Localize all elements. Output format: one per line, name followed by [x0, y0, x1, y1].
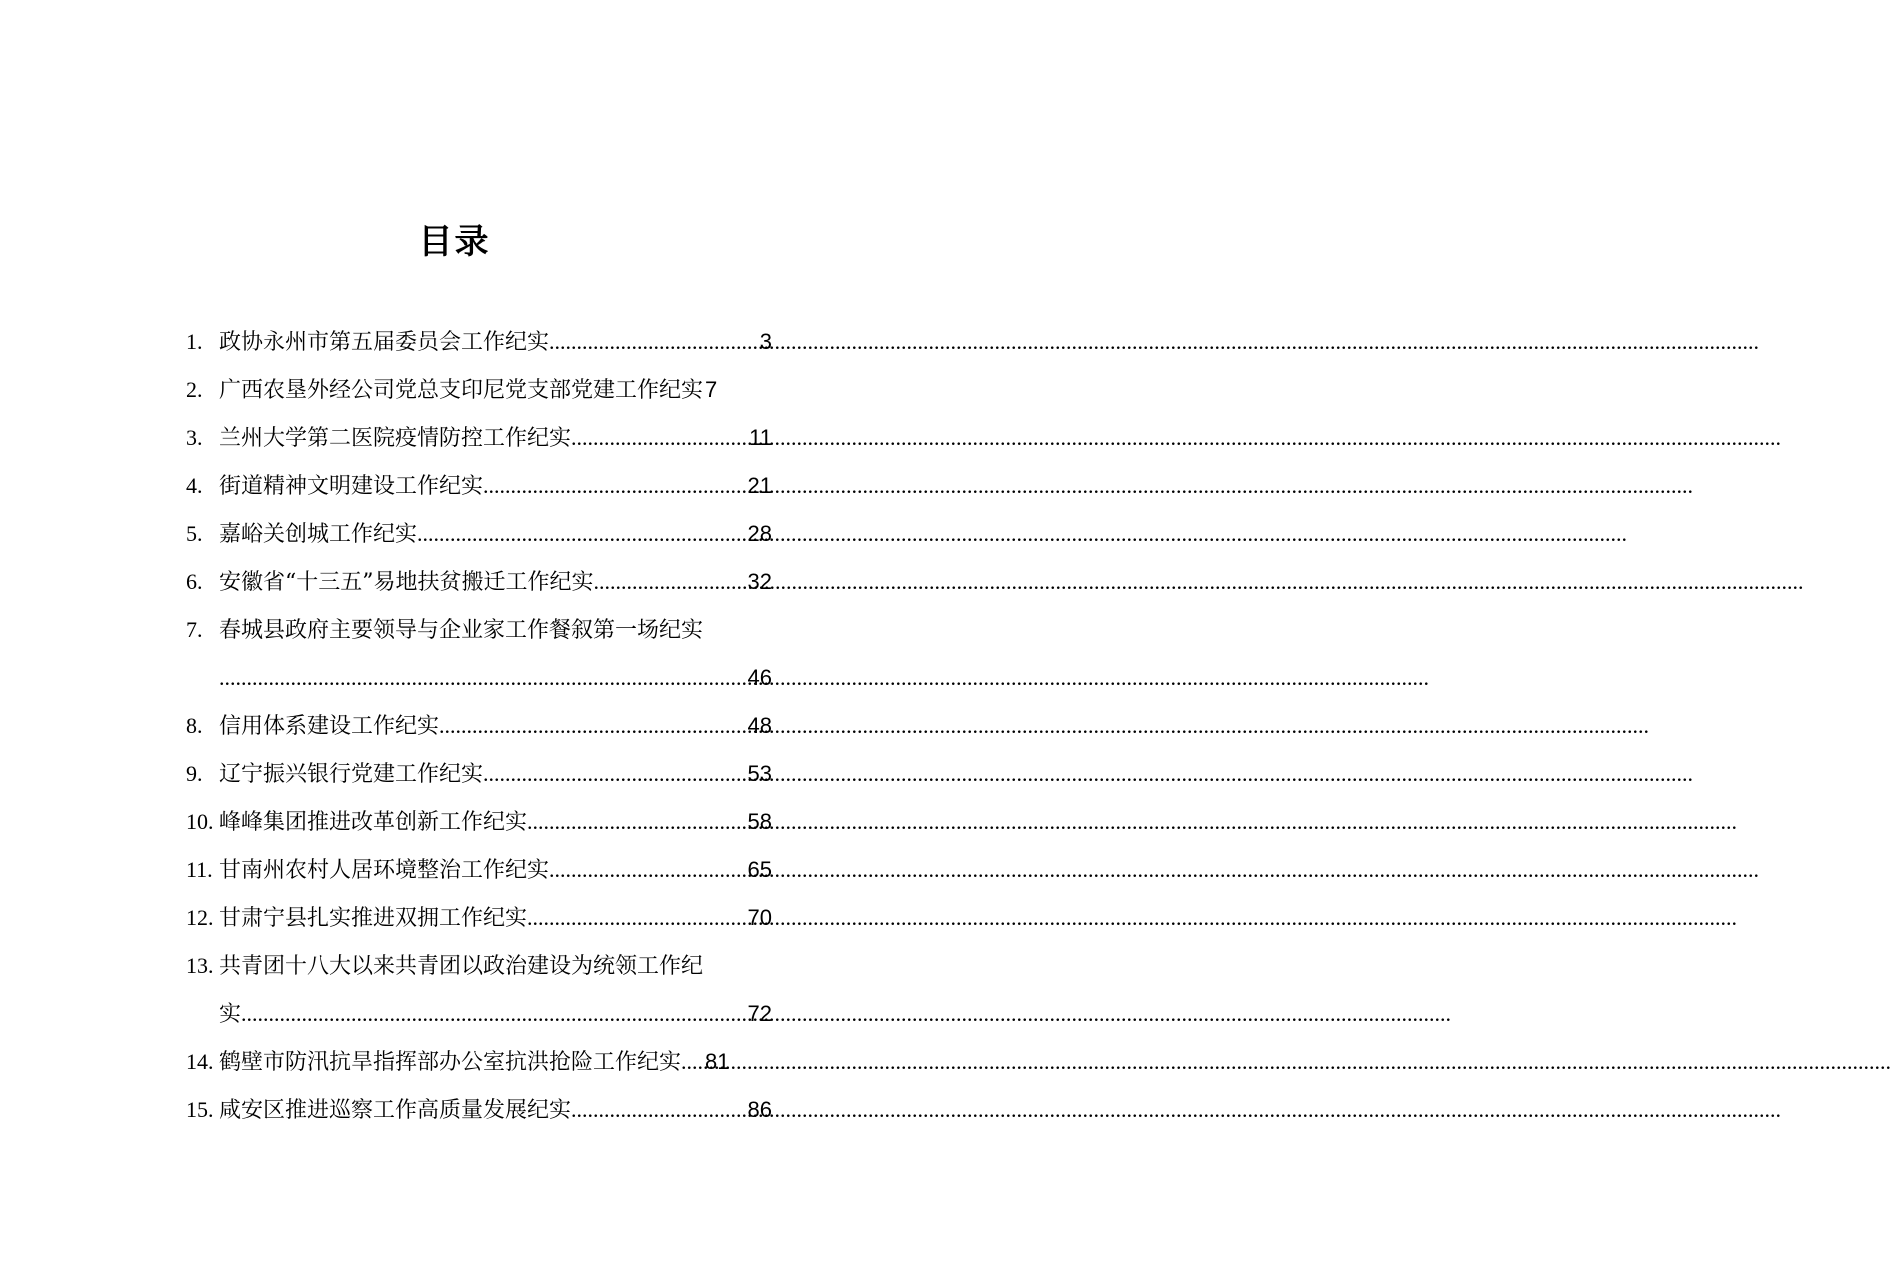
dot-leader: [527, 894, 746, 942]
toc-entry-number: 15.: [186, 1097, 214, 1122]
toc-entry-page: 48: [747, 713, 772, 738]
toc-entry-10[interactable]: [186, 798, 772, 846]
toc-entry-number: 11.: [186, 857, 213, 882]
page-title: 目录: [418, 222, 491, 262]
toc-entry-title: 广西农垦外经公司党总支印尼党支部党建工作纪实: [219, 378, 704, 403]
toc-entry-page: 58: [747, 809, 772, 834]
toc-entry-page: 86: [747, 1097, 772, 1122]
toc-entry-14[interactable]: [186, 1038, 772, 1086]
toc-entry-title: 峰峰集团推进改革创新工作纪实: [219, 810, 528, 835]
dot-leader: [439, 702, 746, 750]
toc-entry-page: 65: [747, 857, 772, 882]
toc-entry-4[interactable]: [186, 462, 772, 510]
toc-entry-title-continuation: 实: [219, 1002, 242, 1027]
dot-leader: [527, 798, 746, 846]
toc-entry-5[interactable]: [186, 510, 772, 558]
table-of-contents: [186, 318, 772, 1134]
toc-entry-2[interactable]: [186, 366, 772, 414]
toc-entry-number: 14.: [186, 1049, 214, 1074]
dot-leader: [571, 1086, 746, 1134]
dot-leader: [219, 654, 746, 702]
toc-entry-page: 11: [749, 425, 772, 450]
toc-entry-1[interactable]: [186, 318, 772, 366]
toc-entry-13[interactable]: [186, 942, 772, 1038]
toc-entry-7[interactable]: [186, 606, 772, 702]
toc-entry-title: 鹤壁市防汛抗旱指挥部办公室抗洪抢险工作纪实: [219, 1050, 682, 1075]
dot-leader: [549, 846, 746, 894]
dot-leader: [571, 414, 747, 462]
toc-entry-number: 10.: [186, 809, 214, 834]
toc-entry-page: 21: [747, 473, 772, 498]
toc-entry-number: 12.: [186, 905, 214, 930]
toc-entry-title: 辽宁振兴银行党建工作纪实: [219, 762, 484, 787]
toc-entry-8[interactable]: [186, 702, 772, 750]
toc-entry-number: 9.: [186, 761, 203, 786]
dot-leader: [483, 462, 746, 510]
toc-entry-number: 6.: [186, 569, 203, 594]
toc-entry-number: 3.: [186, 425, 203, 450]
toc-entry-title: 街道精神文明建设工作纪实: [219, 474, 484, 499]
toc-entry-12[interactable]: [186, 894, 772, 942]
dot-leader: [681, 1038, 703, 1086]
toc-entry-3[interactable]: [186, 414, 772, 462]
toc-entry-9[interactable]: [186, 750, 772, 798]
toc-entry-page: 81: [705, 1049, 730, 1074]
toc-entry-page: 32: [747, 569, 772, 594]
toc-entry-15[interactable]: [186, 1086, 772, 1134]
toc-entry-page: 7: [705, 377, 718, 402]
toc-entry-number: 5.: [186, 521, 203, 546]
dot-leader: [417, 510, 746, 558]
toc-entry-page: 70: [747, 905, 772, 930]
dot-leader: [594, 558, 746, 606]
toc-entry-number: 2.: [186, 377, 203, 402]
toc-entry-title: 春城县政府主要领导与企业家工作餐叙第一场纪实: [219, 618, 704, 643]
toc-entry-number: 7.: [186, 617, 203, 642]
toc-entry-number: 1.: [186, 329, 203, 354]
toc-entry-title: 信用体系建设工作纪实: [219, 714, 440, 739]
dot-leader: [549, 318, 758, 366]
toc-entry-page: 46: [747, 665, 772, 690]
dot-leader: [241, 990, 746, 1038]
toc-entry-title: 安徽省“十三五”易地扶贫搬迁工作纪实: [219, 570, 594, 595]
toc-entry-page: 3: [759, 329, 772, 354]
toc-entry-page: 53: [747, 761, 772, 786]
toc-entry-page: 72: [747, 1001, 772, 1026]
toc-entry-6[interactable]: [186, 558, 772, 606]
toc-entry-title: 共青团十八大以来共青团以政治建设为统领工作纪: [219, 954, 704, 979]
toc-entry-number: 13.: [186, 953, 214, 978]
toc-entry-page: 28: [747, 521, 772, 546]
toc-entry-number: 8.: [186, 713, 203, 738]
dot-leader: [483, 750, 746, 798]
toc-entry-title: 甘南州农村人居环境整治工作纪实: [219, 858, 550, 883]
toc-entry-title: 咸安区推进巡察工作高质量发展纪实: [219, 1098, 572, 1123]
toc-entry-title: 甘肃宁县扎实推进双拥工作纪实: [219, 906, 528, 931]
toc-entry-title: 嘉峪关创城工作纪实: [219, 522, 418, 547]
toc-entry-title: 兰州大学第二医院疫情防控工作纪实: [219, 426, 572, 451]
toc-entry-number: 4.: [186, 473, 203, 498]
toc-entry-title: 政协永州市第五届委员会工作纪实: [219, 330, 550, 355]
toc-entry-11[interactable]: [186, 846, 772, 894]
